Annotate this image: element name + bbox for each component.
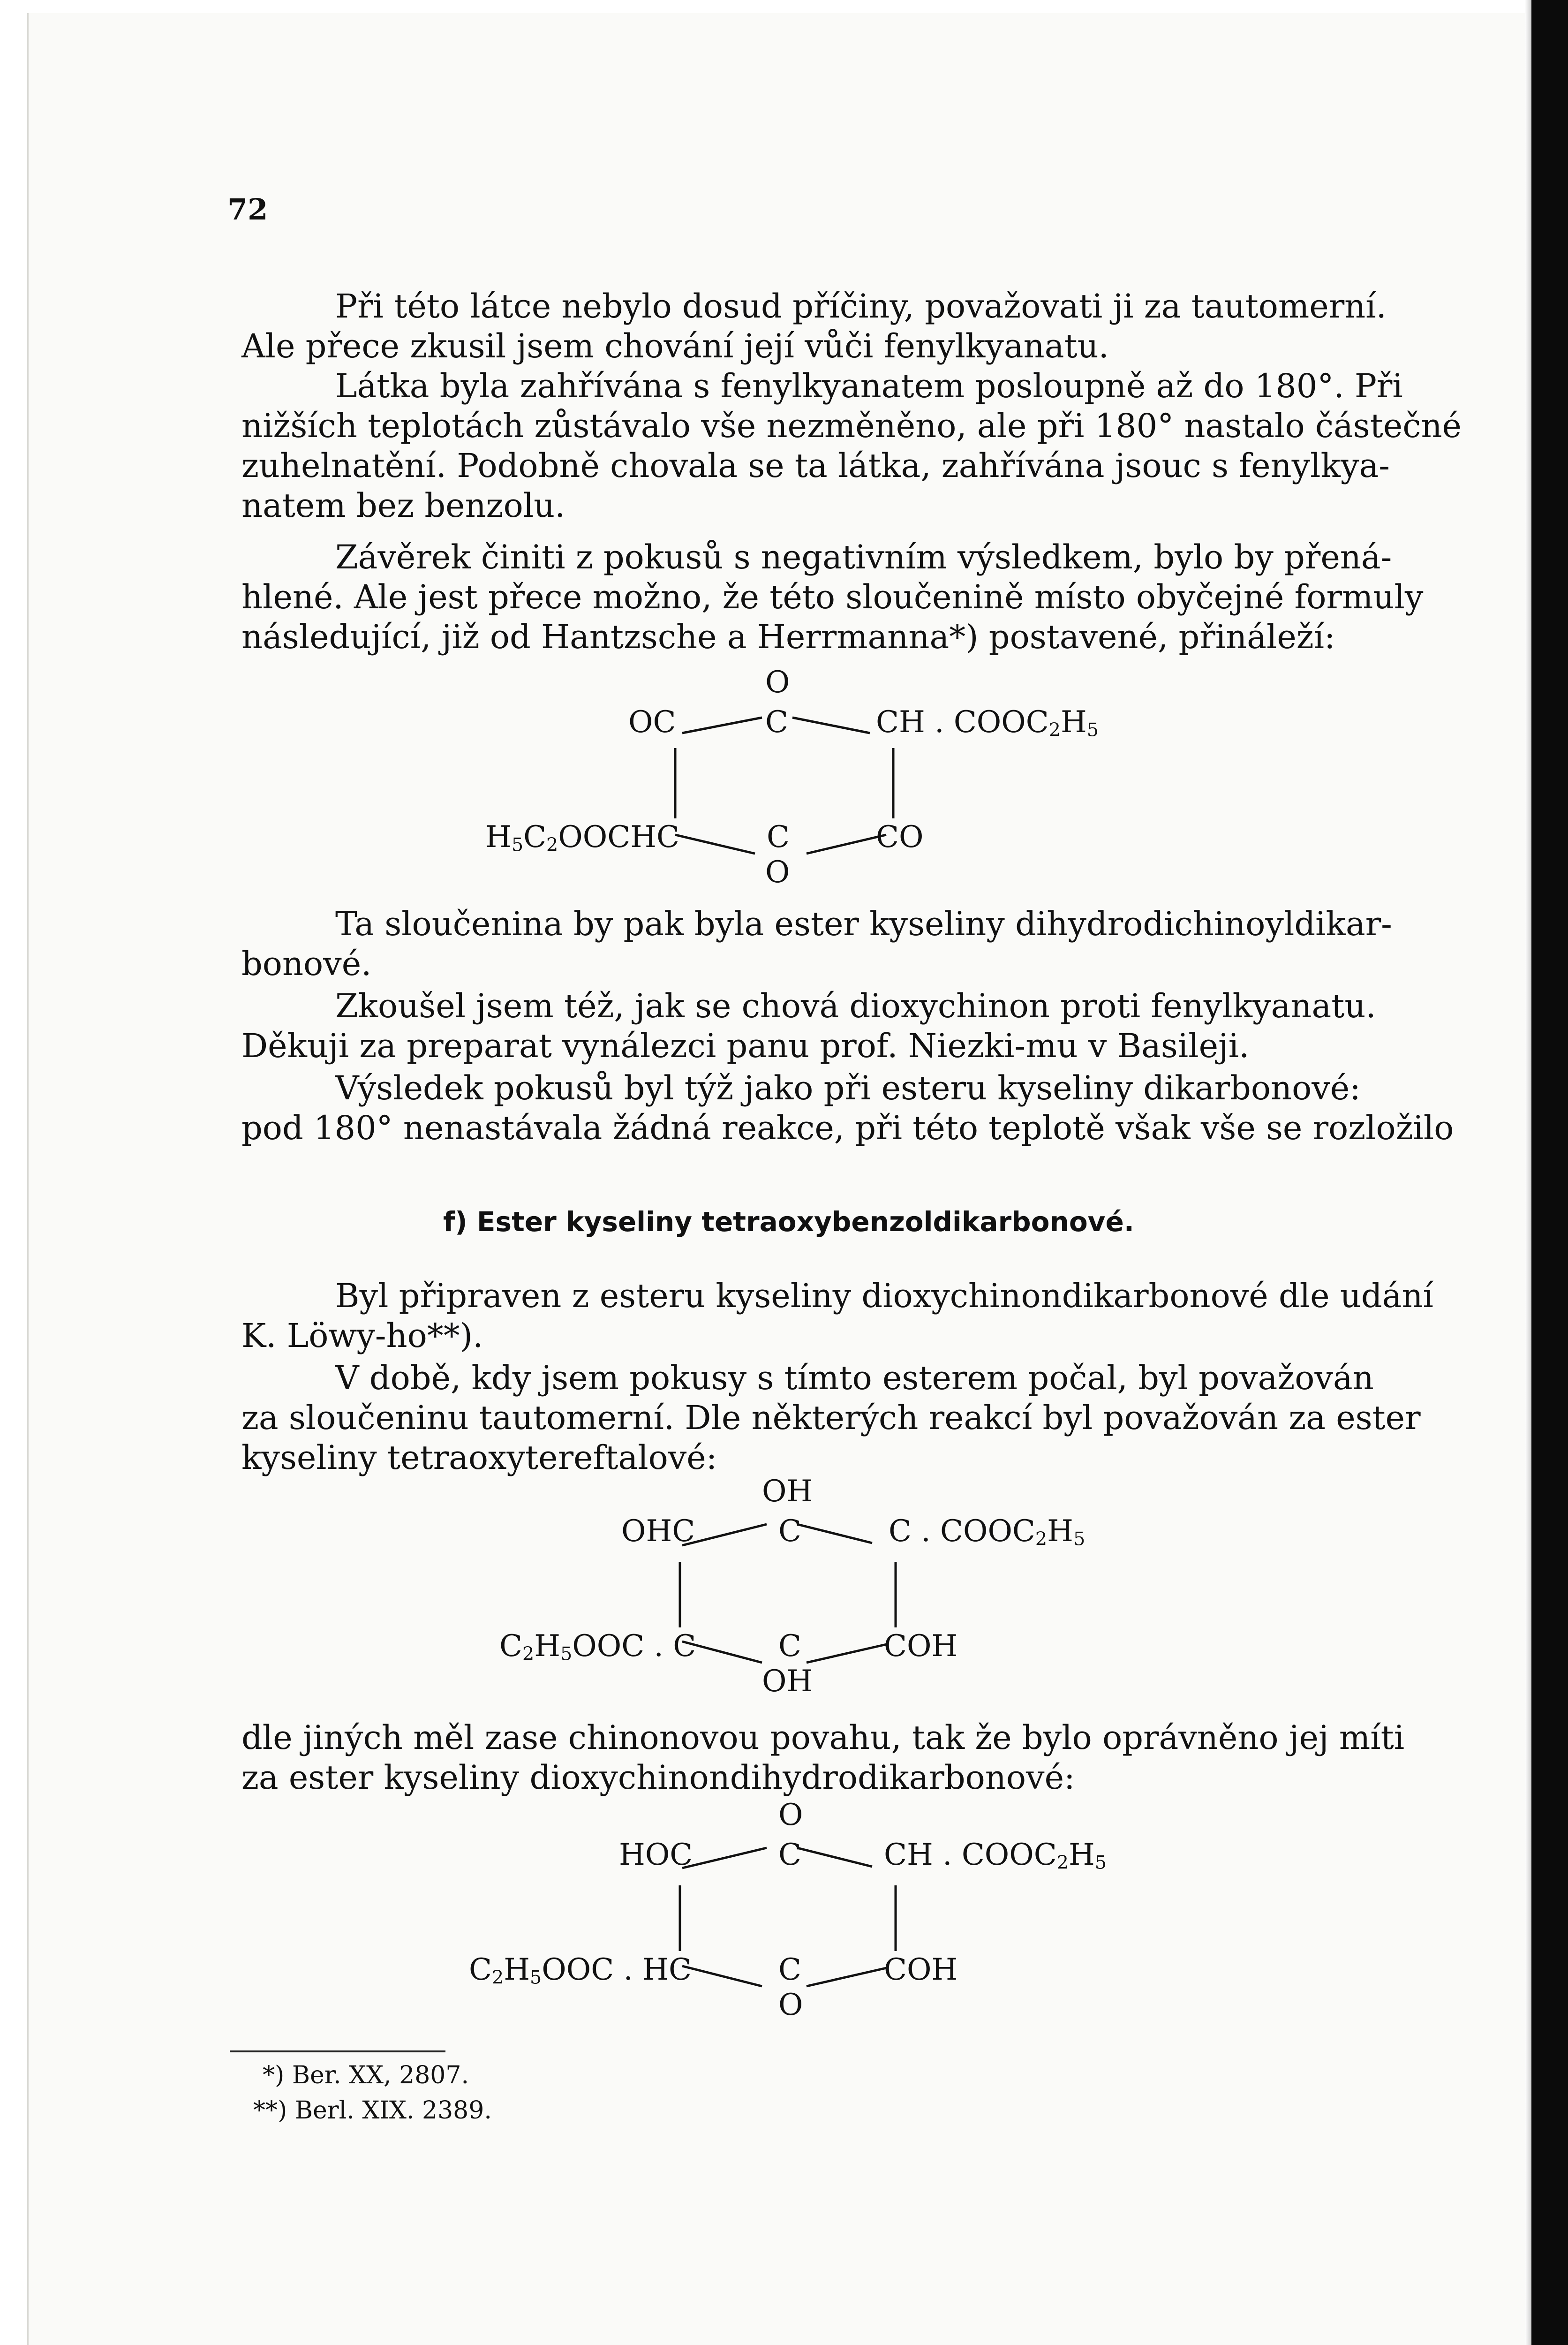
formula-atom: COH bbox=[884, 1629, 958, 1664]
formula-bonds bbox=[469, 1473, 1172, 1707]
formula-atom: O bbox=[765, 855, 790, 890]
binding-edge bbox=[1525, 0, 1531, 2345]
text-line: Při této látce nebylo dosud příčiny, považovati ji za tautomerní. bbox=[335, 287, 1387, 325]
formula-text: C . COOC bbox=[889, 1514, 1035, 1549]
footnote: **) Berl. XIX. 2389. bbox=[253, 2096, 492, 2125]
formula-text: H bbox=[485, 820, 512, 855]
formula-atom: OH bbox=[762, 1664, 813, 1699]
formula-subscript: 5 bbox=[1094, 1852, 1107, 1874]
text-line: natem bez benzolu. bbox=[241, 486, 565, 525]
formula-text: C bbox=[469, 1952, 492, 1987]
formula-subscript: 2 bbox=[546, 834, 558, 856]
formula-atom: CO bbox=[876, 820, 924, 855]
formula-text: H bbox=[1047, 1514, 1073, 1549]
scan-binding-shadow bbox=[1531, 0, 1568, 2345]
footnote-rule bbox=[230, 2050, 445, 2052]
text-line: kyseliny tetraoxytereftalové: bbox=[241, 1438, 717, 1477]
formula-atom: HOC bbox=[619, 1838, 693, 1872]
formula-text: OOC . C bbox=[572, 1629, 696, 1664]
formula-subscript: 5 bbox=[511, 834, 524, 856]
formula-atom: C bbox=[767, 820, 790, 855]
formula-subscript: 5 bbox=[530, 1967, 542, 1989]
formula-text: OOCHC bbox=[558, 820, 679, 855]
structural-formula-3 bbox=[469, 1796, 1172, 2031]
formula-subscript: 2 bbox=[1048, 719, 1061, 741]
formula-atom: OC bbox=[628, 705, 676, 740]
formula-atom: OHC bbox=[621, 1514, 695, 1549]
text-line: Ale přece zkusil jsem chování její vůči fenylkyanatu. bbox=[241, 327, 1109, 365]
formula-atom: C bbox=[778, 1952, 801, 1987]
text-line: Byl připraven z esteru kyseliny dioxychinondikarbonové dle udání bbox=[335, 1277, 1433, 1315]
text-line: Závěrek činiti z pokusů s negativním výsledkem, bylo by přená- bbox=[335, 538, 1392, 576]
text-line: V době, kdy jsem pokusy s tímto esterem počal, byl považován bbox=[335, 1359, 1374, 1397]
formula-bonds bbox=[469, 666, 1172, 900]
text-line: dle jiných měl zase chinonovou povahu, tak že bylo oprávněno jej míti bbox=[241, 1718, 1405, 1757]
formula-text: C bbox=[523, 820, 547, 855]
formula-subscript: 2 bbox=[1056, 1852, 1069, 1874]
formula-atom: C bbox=[765, 705, 788, 740]
formula-subscript: 5 bbox=[560, 1643, 573, 1665]
formula-text: H bbox=[1068, 1838, 1095, 1872]
text-line: hlené. Ale jest přece možno, že této sloučenině místo obyčejné formuly bbox=[241, 578, 1424, 616]
formula-group bbox=[499, 1630, 696, 1663]
text-line: Děkuji za preparat vynálezci panu prof. Niezki-mu v Basileji. bbox=[241, 1027, 1250, 1065]
text-line: Výsledek pokusů byl týž jako při esteru kyseliny dikarbonové: bbox=[335, 1069, 1361, 1107]
formula-subscript: 2 bbox=[522, 1643, 535, 1665]
formula-text: C bbox=[499, 1629, 522, 1664]
structural-formula-1 bbox=[469, 666, 1172, 900]
text-line: za ester kyseliny dioxychinondihydrodikarbonové: bbox=[241, 1758, 1075, 1797]
text-line: K. Löwy-ho**). bbox=[241, 1316, 483, 1355]
formula-text: H bbox=[1060, 705, 1087, 740]
formula-subscript: 2 bbox=[491, 1967, 504, 1989]
text-line: Zkoušel jsem též, jak se chová dioxychinon proti fenylkyanatu. bbox=[335, 987, 1376, 1025]
formula-text: CH . COOC bbox=[876, 705, 1049, 740]
formula-text: H bbox=[534, 1629, 561, 1664]
text-line: Ta sloučenina by pak byla ester kyseliny dihydrodichinoyldikar- bbox=[335, 905, 1392, 943]
formula-atom: COH bbox=[884, 1952, 958, 1987]
formula-group bbox=[884, 1838, 1107, 1874]
text-line: zuhelnatění. Podobně chovala se ta látka, zahřívána jsouc s fenylkya- bbox=[241, 446, 1390, 485]
text-line: nižších teplotách zůstávalo vše nezměněno, ale při 180° nastalo částečné bbox=[241, 407, 1462, 445]
formula-group bbox=[889, 1515, 1085, 1548]
formula-group bbox=[485, 821, 679, 854]
formula-atom: C bbox=[778, 1629, 801, 1664]
formula-group bbox=[876, 706, 1099, 739]
formula-subscript: 5 bbox=[1073, 1528, 1086, 1550]
formula-atom: C bbox=[778, 1514, 801, 1549]
page-number: 72 bbox=[227, 192, 268, 227]
text-line: bonové. bbox=[241, 945, 372, 983]
formula-bonds bbox=[469, 1796, 1172, 2031]
formula-atom: OH bbox=[762, 1474, 813, 1509]
formula-text: H bbox=[504, 1952, 530, 1987]
formula-atom: O bbox=[778, 1988, 803, 2022]
section-heading: f) Ester kyseliny tetraoxybenzoldikarbonové. bbox=[443, 1206, 1134, 1238]
text-line: Látka byla zahřívána s fenylkyanatem posloupně až do 180°. Při bbox=[335, 367, 1403, 405]
formula-text: OOC . HC bbox=[542, 1952, 692, 1987]
footnote: *) Ber. XX, 2807. bbox=[263, 2061, 469, 2089]
formula-group bbox=[469, 1952, 692, 1989]
formula-subscript: 2 bbox=[1035, 1528, 1048, 1550]
formula-atom: C bbox=[778, 1838, 801, 1872]
formula-text: CH . COOC bbox=[884, 1838, 1057, 1872]
structural-formula-2 bbox=[469, 1473, 1172, 1707]
text-line: následující, již od Hantzsche a Herrmanna*) postavené, přináleží: bbox=[241, 618, 1335, 656]
formula-atom: O bbox=[778, 1798, 803, 1832]
text-line: za sloučeninu tautomerní. Dle některých reakcí byl považován za ester bbox=[241, 1399, 1421, 1437]
formula-subscript: 5 bbox=[1086, 719, 1099, 741]
formula-atom: O bbox=[765, 665, 790, 700]
text-line: pod 180° nenastávala žádná reakce, při této teplotě však vše se rozložilo bbox=[241, 1109, 1454, 1147]
